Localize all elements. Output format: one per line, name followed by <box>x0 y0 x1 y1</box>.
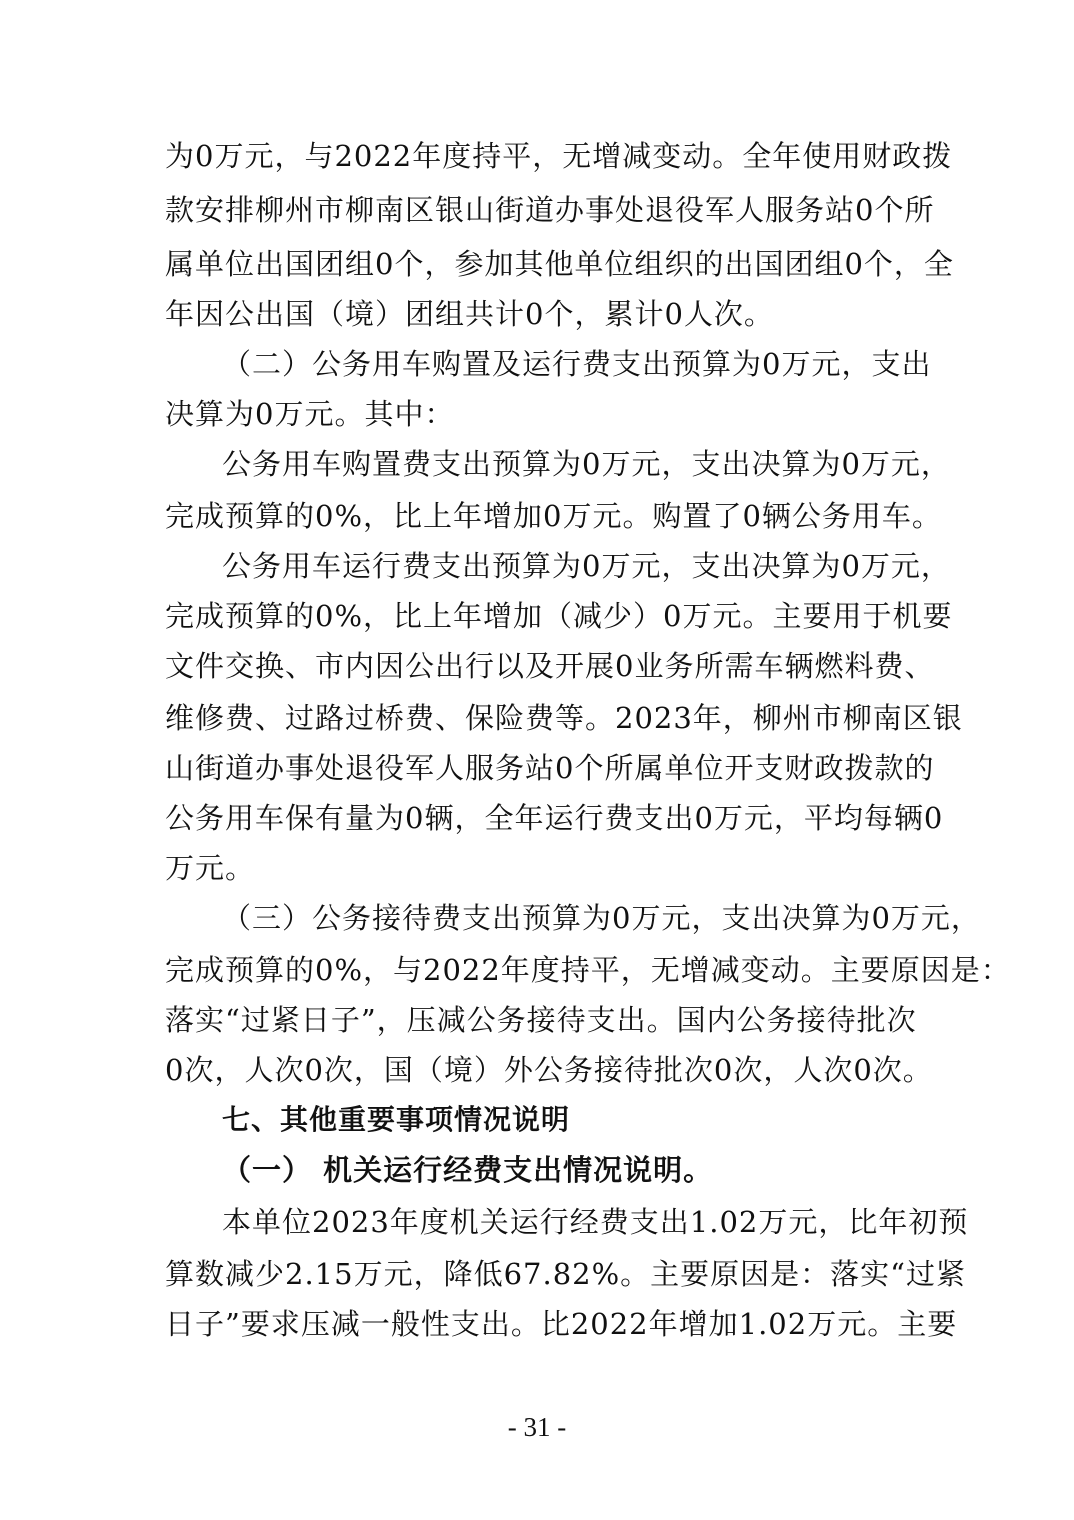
text-line: 日子”要求压减一般性支出。比2022年增加1.02万元。主要 <box>165 1307 958 1341</box>
page-number: - 31 - <box>507 1412 567 1442</box>
text-line: 维修费、过路过桥费、保险费等。2023年，柳州市柳南区银 <box>165 701 963 735</box>
text-line: 本单位2023年度机关运行经费支出1.02万元，比年初预 <box>222 1205 969 1239</box>
section-heading: 七、其他重要事项情况说明 <box>222 1103 571 1136</box>
text-line: 属单位出国团组0个，参加其他单位组织的出国团组0个，全 <box>165 247 954 281</box>
text-line: 公务用车购置费支出预算为0万元，支出决算为0万元， <box>222 447 951 481</box>
text-line: 万元。 <box>165 851 256 885</box>
text-line: 款安排柳州市柳南区银山街道办事处退役军人服务站0个所 <box>165 193 935 227</box>
text-line: 公务用车运行费支出预算为0万元，支出决算为0万元， <box>222 549 951 583</box>
text-line: 山街道办事处退役军人服务站0个所属单位开支财政拨款的 <box>165 751 935 785</box>
text-line: （二）公务用车购置及运行费支出预算为0万元，支出 <box>222 347 932 381</box>
text-line: 公务用车保有量为0辆，全年运行费支出0万元，平均每辆0 <box>165 801 944 835</box>
text-line: 年因公出国（境）团组共计0个，累计0人次。 <box>165 297 774 331</box>
text-line: 文件交换、市内因公出行以及开展0业务所需车辆燃料费、 <box>165 649 935 683</box>
text-line: 为0万元，与2022年度持平，无增减变动。全年使用财政拨 <box>165 139 953 173</box>
text-line: 落实“过紧日子”，压减公务接待支出。国内公务接待批次 <box>165 1003 917 1037</box>
subsection-heading: （一） 机关运行经费支出情况说明。 <box>222 1153 714 1187</box>
text-line: （三）公务接待费支出预算为0万元，支出决算为0万元， <box>222 901 981 935</box>
text-line: 算数减少2.15万元，降低67.82%。主要原因是：落实“过紧 <box>165 1257 966 1291</box>
text-line: 完成预算的0%，与2022年度持平，无增减变动。主要原因是： <box>165 953 1011 987</box>
text-line: 决算为0万元。其中： <box>165 397 455 431</box>
text-line: 完成预算的0%，比上年增加0万元。购置了0辆公务用车。 <box>165 499 942 533</box>
text-line: 完成预算的0%，比上年增加（减少）0万元。主要用于机要 <box>165 599 953 633</box>
text-line: 0次，人次0次，国（境）外公务接待批次0次，人次0次。 <box>165 1053 933 1087</box>
